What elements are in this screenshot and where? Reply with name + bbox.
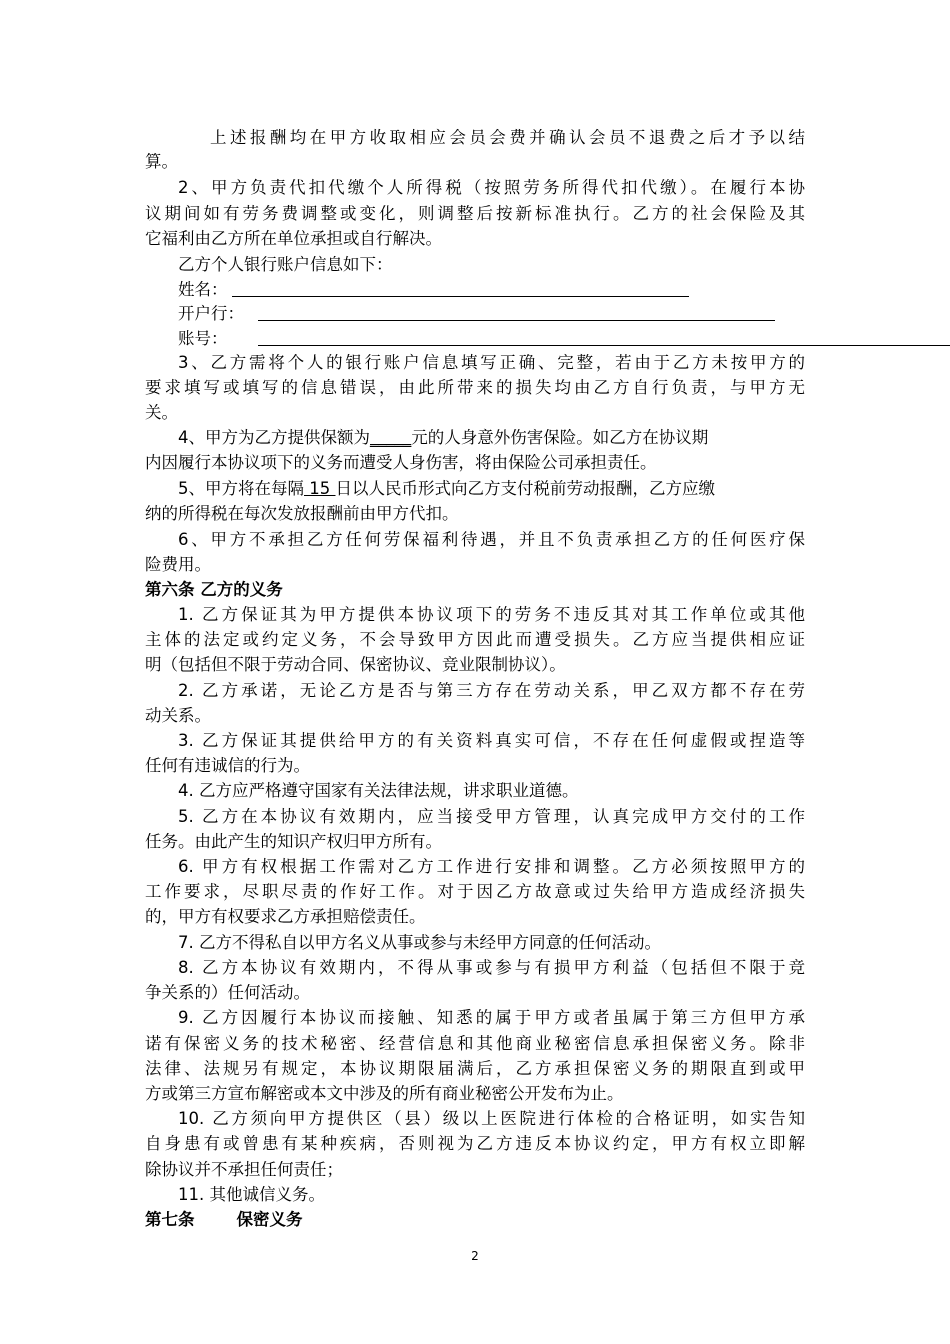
list-item-line: 自身患有或曾患有某种疾病，否则视为乙方违反本协议约定，甲方有权立即解 bbox=[145, 1134, 805, 1153]
list-item-line: 任何有违诚信的行为。 bbox=[145, 756, 310, 775]
paragraph-line: 关。 bbox=[145, 403, 178, 422]
article-7-number: 第七条 bbox=[145, 1210, 195, 1229]
bank-name-label: 姓名： bbox=[178, 280, 228, 299]
paragraph-line: 上述报酬均在甲方收取相应会员会费并确认会员不退费之后才予以结 bbox=[210, 128, 805, 147]
bank-info-intro: 乙方个人银行账户信息如下： bbox=[178, 255, 393, 274]
list-item-line: 6. 甲方有权根据工作需对乙方工作进行安排和调整。乙方必须按照甲方的 bbox=[178, 857, 805, 876]
list-item-line: 3. 乙方保证其提供给甲方的有关资料真实可信，不存在任何虚假或捏造等 bbox=[178, 731, 805, 750]
list-item-line: 诺有保密义务的技术秘密、经营信息和其他商业秘密信息承担保密义务。除非 bbox=[145, 1034, 805, 1053]
list-item-line: 法律、法规另有规定，本协议期限届满后，乙方承担保密义务的期限直到或甲 bbox=[145, 1059, 805, 1078]
page-number: 2 bbox=[471, 1249, 479, 1263]
list-item-line: 除协议并不承担任何责任； bbox=[145, 1160, 343, 1179]
list-item-line: 9. 乙方因履行本协议而接触、知悉的属于甲方或者虽属于第三方但甲方承 bbox=[178, 1008, 805, 1027]
paragraph-line bbox=[178, 477, 805, 501]
list-item-line: 明（包括但不限于劳动合同、保密协议、竞业限制协议）。 bbox=[145, 655, 566, 674]
bank-account-label: 账号： bbox=[178, 329, 228, 348]
bank-name-blank-line bbox=[232, 296, 689, 297]
list-item-line: 4. 乙方应严格遵守国家有关法律法规，讲求职业道德。 bbox=[178, 781, 579, 800]
bank-branch-label: 开户行： bbox=[178, 304, 244, 323]
article-7-title: 保密义务 bbox=[236, 1210, 303, 1229]
article-7-heading bbox=[145, 1208, 805, 1232]
text-run: 元的人身意外伤害保险。如乙方在协议期 bbox=[411, 428, 709, 447]
list-item-line: 任务。由此产生的知识产权归甲方所有。 bbox=[145, 832, 442, 851]
paragraph-line: 议期间如有劳务费调整或变化，则调整后按新标准执行。乙方的社会保险及其 bbox=[145, 204, 805, 223]
text-run: 4、甲方为乙方提供保额为 bbox=[178, 428, 370, 447]
list-item-line: 10. 乙方须向甲方提供区（县）级以上医院进行体检的合格证明，如实告知 bbox=[178, 1109, 805, 1128]
bank-branch-blank-line bbox=[258, 320, 775, 321]
list-item-line: 7. 乙方不得私自以甲方名义从事或参与未经甲方同意的任何活动。 bbox=[178, 933, 661, 952]
list-item-line: 争关系的）任何活动。 bbox=[145, 983, 310, 1002]
bank-account-blank-line bbox=[258, 345, 950, 346]
payment-interval-days: 15 bbox=[304, 479, 336, 498]
list-item-line: 2. 乙方承诺，无论乙方是否与第三方存在劳动关系，甲乙双方都不存在劳 bbox=[178, 681, 805, 700]
paragraph-line: 6、甲方不承担乙方任何劳保福利待遇，并且不负责承担乙方的任何医疗保 bbox=[178, 530, 805, 549]
text-run: 日以人民币形式向乙方支付税前劳动报酬，乙方应缴 bbox=[335, 479, 715, 498]
list-item-line: 11. 其他诚信义务。 bbox=[178, 1185, 325, 1204]
paragraph-line bbox=[178, 426, 805, 450]
paragraph-line: 2、甲方负责代扣代缴个人所得税（按照劳务所得代扣代缴）。在履行本协 bbox=[178, 178, 805, 197]
article-6-heading: 第六条 乙方的义务 bbox=[145, 580, 283, 599]
list-item-line: 的，甲方有权要求乙方承担赔偿责任。 bbox=[145, 907, 426, 926]
paragraph-line: 险费用。 bbox=[145, 555, 211, 574]
paragraph-line: 纳的所得税在每次发放报酬前由甲方代扣。 bbox=[145, 504, 459, 523]
list-item-line: 方或第三方宣布解密或本文中涉及的所有商业秘密公开发布为止。 bbox=[145, 1084, 624, 1103]
paragraph-line: 内因履行本协议项下的义务而遭受人身伤害，将由保险公司承担责任。 bbox=[145, 453, 657, 472]
list-item-line: 8. 乙方本协议有效期内，不得从事或参与有损甲方利益（包括但不限于竞 bbox=[178, 958, 805, 977]
text-run: 5、甲方将在每隔 bbox=[178, 479, 304, 498]
list-item-line: 动关系。 bbox=[145, 706, 211, 725]
paragraph-line: 要求填写或填写的信息错误，由此所带来的损失均由乙方自行负责，与甲方无 bbox=[145, 378, 805, 397]
list-item-line: 1. 乙方保证其为甲方提供本协议项下的劳务不违反其对其工作单位或其他 bbox=[178, 605, 805, 624]
list-item-line: 主体的法定或约定义务，不会导致甲方因此而遭受损失。乙方应当提供相应证 bbox=[145, 630, 805, 649]
paragraph-line: 算。 bbox=[145, 152, 178, 171]
paragraph-line: 它福利由乙方所在单位承担或自行解决。 bbox=[145, 229, 442, 248]
insurance-amount-blank: _____ bbox=[370, 428, 412, 447]
paragraph-line: 3、乙方需将个人的银行账户信息填写正确、完整，若由于乙方未按甲方的 bbox=[178, 353, 805, 372]
list-item-line: 5. 乙方在本协议有效期内，应当接受甲方管理，认真完成甲方交付的工作 bbox=[178, 807, 805, 826]
list-item-line: 工作要求，尽职尽责的作好工作。对于因乙方故意或过失给甲方造成经济损失 bbox=[145, 882, 805, 901]
